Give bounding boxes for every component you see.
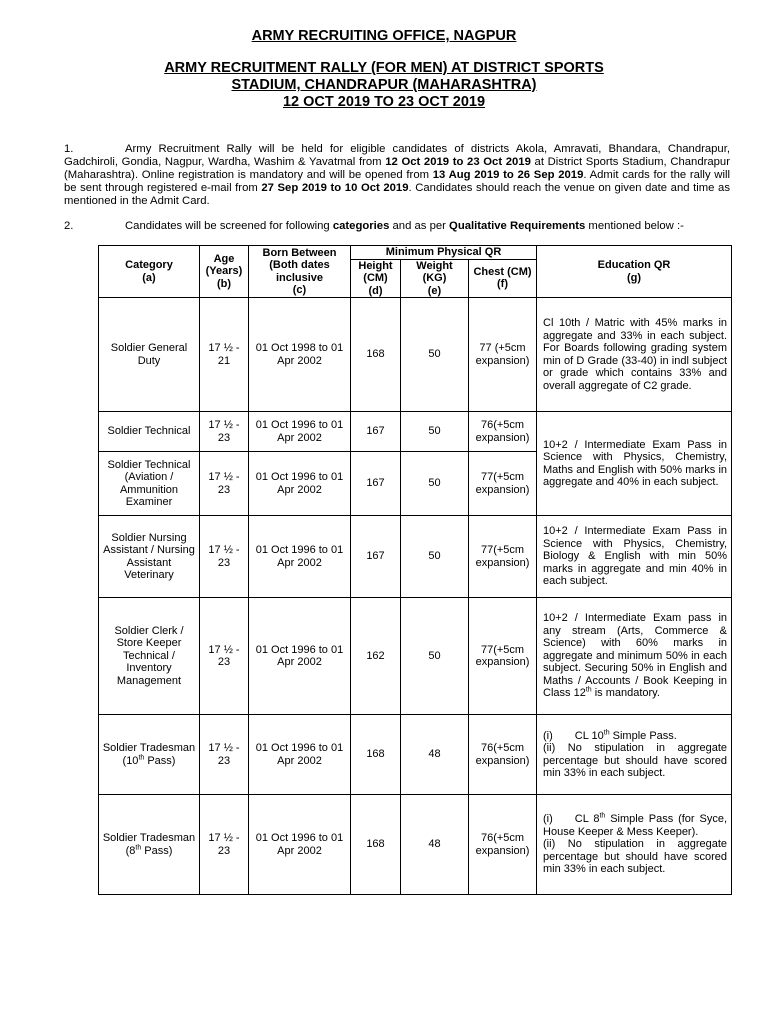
chest-cell: 77 (+5cm expansion) <box>469 298 537 412</box>
table-row <box>99 715 732 795</box>
registration-dates: 13 Aug 2019 to 26 Sep 2019 <box>432 169 584 181</box>
chest-cell: 77(+5cm expansion) <box>469 598 537 715</box>
chest-cell: 76(+5cm expansion) <box>469 412 537 452</box>
rally-title-line1: ARMY RECRUITMENT RALLY (FOR MEN) AT DISTRICT SPORTS <box>164 60 604 76</box>
height-cell: 167 <box>351 412 401 452</box>
category-cell: Soldier Tradesman (8th Pass) <box>99 795 200 895</box>
rally-title-line3: 12 OCT 2019 TO 23 OCT 2019 <box>282 94 486 110</box>
weight-cell: 50 <box>401 298 469 412</box>
paragraph-1-text: Army Recruitment Rally will be held for eligible candidates of districts Akola, Amravati, Bhandara, Chandrapur, Gadchiroli, Gondia, Nagpur, Wardha, Washim & Yavatmal from <box>64 143 730 168</box>
education-cell: 10+2 / Intermediate Exam pass in any stream (Arts, Commerce & Science) with 60% marks in aggregate and minimum 50% in each subject. Securing 50% in English and Maths / Accounts / Book Keeping in Class 12th is mandatory. <box>537 598 732 715</box>
rally-title-line2: STADIUM, CHANDRAPUR (MAHARASHTRA) <box>231 77 537 93</box>
paragraph-1: 1. Army Recruitment Rally will be held for eligible candidates of districts Akola, Amravati, Bhandara, Chandrapur, Gadchiroli, Gondia, Nagpur, Wardha, Washim & Yavatmal from 12 Oct 2019 to 23 Oct 2019 at District Sports Stadium, Chandrapur (Maharashtra). Online registration is mandatory and will be opened from 13 Aug 2019 to 26 Sep 2019. Admit cards for the rally will be sent through registered e-mail from 27 Sep 2019 to 10 Oct 2019. Candidates should reach the venue on given date and time as mentioned in the Admit Card. <box>64 143 730 207</box>
header-age: Age (Years) (b) <box>200 246 249 298</box>
weight-cell: 48 <box>401 795 469 895</box>
age-cell: 17 ½ - 23 <box>200 452 249 516</box>
category-cell: Soldier Tradesman (10th Pass) <box>99 715 200 795</box>
categories-label: categories <box>332 220 390 232</box>
category-cell: Soldier Nursing Assistant / Nursing Assistant Veterinary <box>99 516 200 598</box>
age-cell: 17 ½ - 23 <box>200 715 249 795</box>
category-cell: Soldier Technical <box>99 412 200 452</box>
paragraph-2: 2. Candidates will be screened for following categories and as per Qualitative Requirements mentioned below :- <box>64 220 684 232</box>
height-cell: 167 <box>351 516 401 598</box>
chest-cell: 77(+5cm expansion) <box>469 452 537 516</box>
born-between-cell: 01 Oct 1996 to 01 Apr 2002 <box>249 516 351 598</box>
header-chest: Chest (CM) (f) <box>469 259 537 298</box>
education-cell: (i) CL 10th Simple Pass. (ii) No stipulation in aggregate percentage but should have scored min 33% in each subject. <box>537 715 732 795</box>
office-title: ARMY RECRUITING OFFICE, NAGPUR <box>251 28 517 44</box>
table-row <box>99 516 732 598</box>
eligibility-table <box>98 245 732 895</box>
table-row <box>99 598 732 715</box>
chest-cell: 77(+5cm expansion) <box>469 516 537 598</box>
paragraph-2-number: 2. <box>64 220 74 232</box>
rally-dates: 12 Oct 2019 to 23 Oct 2019 <box>385 156 531 168</box>
education-cell: Cl 10th / Matric with 45% marks in aggregate and 33% in each subject. For Boards following grading system min of D Grade (33-40) in indl subject or grade which contains 33% and overall aggregate of C2 grade. <box>537 298 732 412</box>
born-between-cell: 01 Oct 1998 to 01 Apr 2002 <box>249 298 351 412</box>
born-between-cell: 01 Oct 1996 to 01 Apr 2002 <box>249 452 351 516</box>
born-between-cell: 01 Oct 1996 to 01 Apr 2002 <box>249 598 351 715</box>
born-between-cell: 01 Oct 1996 to 01 Apr 2002 <box>249 412 351 452</box>
height-cell: 168 <box>351 298 401 412</box>
weight-cell: 50 <box>401 412 469 452</box>
category-cell: Soldier General Duty <box>99 298 200 412</box>
height-cell: 168 <box>351 795 401 895</box>
category-cell: Soldier Technical (Aviation / Ammunition Examiner <box>99 452 200 516</box>
header-minimum-physical-qr: Minimum Physical QR <box>351 246 537 260</box>
weight-cell: 50 <box>401 452 469 516</box>
header-weight: Weight (KG) (e) <box>401 259 469 298</box>
height-cell: 162 <box>351 598 401 715</box>
table-row <box>99 412 732 452</box>
paragraph-1-number: 1. <box>64 143 74 155</box>
header-born-between: Born Between (Both dates inclusive (c) <box>249 246 351 298</box>
born-between-cell: 01 Oct 1996 to 01 Apr 2002 <box>249 715 351 795</box>
height-cell: 168 <box>351 715 401 795</box>
header-category: Category (a) <box>99 246 200 298</box>
education-cell: 10+2 / Intermediate Exam Pass in Science with Physics, Chemistry, Maths and English with 50% marks in aggregate and 40% in each subject. <box>537 412 732 516</box>
category-cell: Soldier Clerk / Store Keeper Technical / Inventory Management <box>99 598 200 715</box>
age-cell: 17 ½ - 23 <box>200 795 249 895</box>
table-header-row <box>99 246 732 260</box>
chest-cell: 76(+5cm expansion) <box>469 795 537 895</box>
weight-cell: 50 <box>401 598 469 715</box>
education-cell: (i) CL 8th Simple Pass (for Syce, House Keeper & Mess Keeper). (ii) No stipulation in aggregate percentage but should have scored min 33% in each subject. <box>537 795 732 895</box>
height-cell: 167 <box>351 452 401 516</box>
table-row <box>99 298 732 412</box>
admit-card-dates: 27 Sep 2019 to 10 Oct 2019 <box>261 182 409 194</box>
weight-cell: 50 <box>401 516 469 598</box>
age-cell: 17 ½ - 21 <box>200 298 249 412</box>
education-cell: 10+2 / Intermediate Exam Pass in Science with Physics, Chemistry, Biology & English with min 50% marks in aggregate and min 40% in each subject. <box>537 516 732 598</box>
header-height: Height (CM) (d) <box>351 259 401 298</box>
age-cell: 17 ½ - 23 <box>200 598 249 715</box>
age-cell: 17 ½ - 23 <box>200 516 249 598</box>
qualitative-requirements-label: Qualitative Requirements <box>449 220 586 232</box>
age-cell: 17 ½ - 23 <box>200 412 249 452</box>
weight-cell: 48 <box>401 715 469 795</box>
header-education-qr: Education QR (g) <box>537 246 732 298</box>
chest-cell: 76(+5cm expansion) <box>469 715 537 795</box>
table-row <box>99 795 732 895</box>
born-between-cell: 01 Oct 1996 to 01 Apr 2002 <box>249 795 351 895</box>
